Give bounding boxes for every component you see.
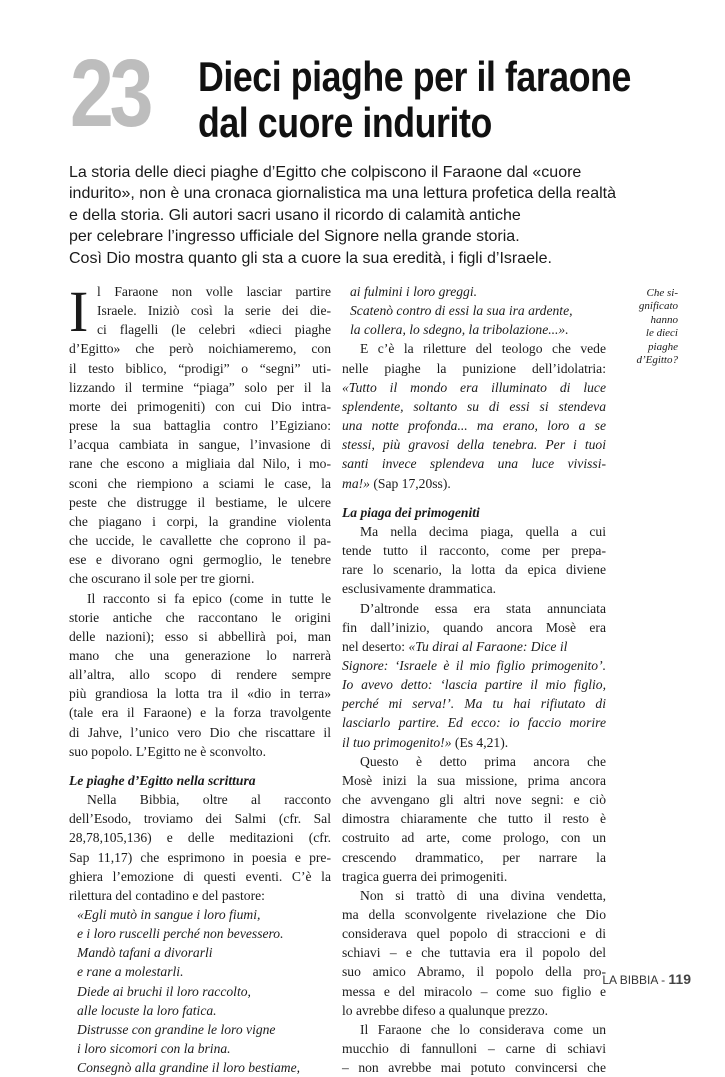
section-heading: Le piaghe d’Egitto nella scrittura — [69, 772, 256, 788]
quote-line: Scatenò contro di essi la sua ira ardente, — [350, 303, 573, 319]
citation: (Sap 17,20ss). — [369, 475, 451, 491]
margin-note — [622, 287, 678, 367]
body-line: Il racconto si fa epico (come in tutte le — [87, 590, 331, 606]
title-line-1: Dieci piaghe per il faraone — [198, 53, 631, 100]
body-line: che uccide, le cavallette che coprono il pa- — [69, 533, 331, 549]
quote-line: Consegnò alla grandine il loro bestiame, — [77, 1060, 301, 1076]
quote-line: Distrusse con grandine le loro vigne — [77, 1021, 276, 1037]
margin-note-line: Che si- — [646, 287, 678, 299]
body-line — [342, 637, 606, 656]
intro-line: indurito», non è una cronaca giornalistica ma una lettura profetica della realtà — [69, 185, 616, 203]
article-title — [198, 54, 657, 146]
section-heading: La piaga dei primogeniti — [342, 504, 480, 520]
quote-line: Io avevo detto: ‘lascia partire il mio figlio, — [342, 677, 606, 693]
quote-line: splendente, soltanto su di essi si stendeva — [342, 398, 606, 414]
right-column — [342, 282, 606, 1077]
body-line: esclusivamente drammatica. — [342, 581, 496, 597]
body-line: mano che una generazione lo narrerà — [69, 647, 331, 663]
body-line: Mosè inizi la sua missione, prima ancora — [342, 772, 606, 788]
quote-line: Signore: ‘Israele è il mio figlio primogenito’. — [342, 657, 606, 673]
intro-line: Così Dio mostra quanto gli sta a cuore la sua eredità, i figli d’Israele. — [69, 249, 552, 267]
body-line: D’altronde essa era stata annunciata — [360, 600, 606, 616]
body-line: ci flagelli (le celebri «dieci piaghe — [97, 322, 331, 338]
body-line: l’acqua cambiata in sangue, l’invasione di — [69, 437, 331, 453]
quote-line: e rane a molestarli. — [77, 964, 184, 980]
margin-note-line: le dieci — [645, 327, 678, 340]
quote-line: una notte profonda... ma erano, loro a se — [342, 418, 606, 434]
chapter-number: 23 — [70, 40, 150, 147]
body-line: Questo è detto prima ancora che — [360, 753, 606, 769]
body-line: Israele. Iniziò così la serie dei die- — [97, 303, 331, 319]
margin-note-line: hanno — [650, 313, 678, 326]
margin-note-line: gnificato — [638, 300, 678, 313]
citation: (Es 4,21). — [451, 734, 509, 750]
title-line-2: dal cuore indurito — [198, 99, 492, 146]
body-line: Ma nella decima piaga, quella a cui — [360, 523, 606, 539]
body-line: che oscurano il sole per tre giorni. — [69, 571, 255, 587]
body-line: dimostra chiaramente che tutto il resto è — [342, 811, 606, 827]
body-line: mucchio di fannulloni – carne di schiavi — [342, 1041, 606, 1057]
quote-line: i loro sicomori con la brina. — [77, 1041, 231, 1057]
body-line: E c’è la riletture del teologo che vede — [360, 341, 606, 357]
quote-line: e i loro ruscelli perché non bevessero. — [77, 926, 284, 942]
body-line: peste che distrugge il bestiame, le ulcere — [69, 494, 331, 510]
body-line: rane che escono a migliaia dal Nilo, i mo- — [69, 456, 331, 472]
body-line: ese e divorano ogni germoglio, le tenebre — [69, 552, 331, 568]
body-line: suo amico Abramo, il popolo della pro- — [342, 964, 606, 980]
body-line: tragica guerra dei primogeniti. — [342, 868, 508, 884]
body-line: Nella Bibbia, oltre al racconto — [87, 792, 331, 808]
body-line: dell’Esodo, troviamo dei Salmi (cfr. Sal — [69, 811, 331, 827]
body-line: lo avrebbe difeso a qualunque prezzo. — [342, 1002, 549, 1018]
quote-fragment: il tuo primogenito!» — [342, 734, 452, 750]
body-line: lizzando il termine “piaga” solo per il la — [69, 379, 331, 395]
body-fragment: nel deserto: — [342, 638, 409, 654]
quote-line: alle locuste la loro fatica. — [77, 1002, 217, 1018]
left-column — [69, 279, 331, 1077]
page-footer — [602, 971, 691, 987]
quote-line: «Tutto il mondo era illuminato di luce — [342, 379, 606, 395]
intro-line: e della storia. Gli autori sacri usano il ricordo di calamità antiche — [69, 206, 521, 224]
quote-line: «Egli mutò in sangue i loro fiumi, — [77, 907, 261, 922]
body-line: che avvengano gli altri nove segni: e ciò — [342, 792, 606, 808]
body-line: il testo biblico, “prodigi” o “segni” uti- — [69, 360, 331, 376]
body-line: Sap 11,17) che esprimono in poesia e pre- — [69, 849, 331, 865]
quote-line: lasciarlo partire. Ed ecco: io faccio morire — [342, 715, 606, 731]
body-line: ghiera l’emozione di questi eventi. C’è la — [69, 868, 331, 884]
body-line: ma della sconvolgente rivelazione che Dio — [342, 907, 606, 922]
body-line: di Jahve, l’unico vero Dio che riscattare il — [69, 724, 331, 740]
quote-fragment: «Tu dirai al Faraone: Dice il — [408, 638, 568, 654]
margin-note-line: d’Egitto? — [636, 354, 678, 367]
body-line: d’Egitto» che però noichiameremo, con — [69, 341, 331, 357]
body-line: messa e del miracolo – come suo figlio e — [342, 983, 606, 999]
body-line: rare lo scenario, la lotta da epica diviene — [342, 562, 606, 578]
body-line: prese la sua battaglia contro l’Egiziano: — [69, 418, 331, 434]
body-line: all’altra, allo scopo di rendere sempre — [69, 667, 331, 683]
body-line: rilettura del contadino e del pastore: — [69, 887, 265, 903]
quote-line: la collera, lo sdegno, la tribolazione...». — [350, 322, 569, 338]
body-line: delle nazioni); esso si abbellirà poi, man — [69, 628, 331, 644]
intro-line: La storia delle dieci piaghe d’Egitto che colpiscono il Faraone dal «cuore — [69, 164, 582, 181]
body-line: schiavi – e che tuttavia era il popolo del — [342, 945, 606, 961]
body-line: che piagano i corpi, la grandine violenta — [69, 513, 331, 529]
body-line: l Faraone non volle lasciar partire — [97, 284, 331, 299]
intro-paragraph — [69, 162, 699, 269]
body-line: – non avrebbe mai potuto convincersi che — [342, 1060, 606, 1076]
quote-line: perché mi serva!’. Ma tu hai rifiutato di — [342, 696, 606, 712]
body-line: fin dall’inizio, quando ancora Mosè era — [342, 619, 606, 635]
quote-line: stessi, più gravosi della tenebra. Per i tuoi — [342, 437, 606, 453]
body-line: sconi che riempiono a sciami le case, la — [69, 475, 331, 491]
intro-line: per celebrare l’ingresso ufficiale del Signore nella grande storia. — [69, 228, 520, 246]
body-line: tende tutto il racconto, come per prepa- — [342, 543, 606, 559]
body-line: considerava quel popolo di straccioni e di — [342, 926, 606, 942]
body-line: 28,78,105,136) e delle meditazioni (cfr. — [69, 830, 331, 846]
page-number: 119 — [668, 971, 691, 987]
body-line: nelle piaghe la punizione dell’idolatria: — [342, 360, 606, 376]
body-line: crescendo drammatico, per narrare la — [342, 849, 606, 865]
magazine-name: LA BIBBIA - — [602, 973, 669, 987]
body-line: costruito ad arte, come prologo, con un — [342, 830, 606, 846]
body-line: suo popolo. L’Egitto ne è sconvolto. — [69, 743, 266, 759]
body-line: (tale era il Faraone) e la forza travolgente — [69, 705, 331, 721]
quote-line: ai fulmini i loro greggi. — [350, 284, 478, 299]
body-line: Il Faraone che lo considerava come un — [360, 1021, 606, 1037]
body-line: storie antiche che raccontano le origini — [69, 609, 331, 625]
quote-line: Diede ai bruchi il loro raccolto, — [77, 983, 251, 999]
body-line — [342, 474, 606, 493]
body-line: più grandiosa la lotta tra il «dio in terra» — [69, 686, 331, 702]
drop-cap: I — [69, 279, 89, 344]
body-line: Non si trattò di una divina vendetta, — [360, 887, 606, 903]
quote-line: santi invece splendeva una luce vivissi- — [342, 456, 606, 472]
body-line: morte dei primogeniti) con cui Dio intra- — [69, 398, 331, 414]
body-line — [342, 733, 606, 752]
quote-line: Mandò tafani a divorarli — [77, 945, 213, 961]
margin-note-line: piaghe — [648, 340, 678, 353]
quote-fragment: ma!» — [342, 475, 370, 491]
